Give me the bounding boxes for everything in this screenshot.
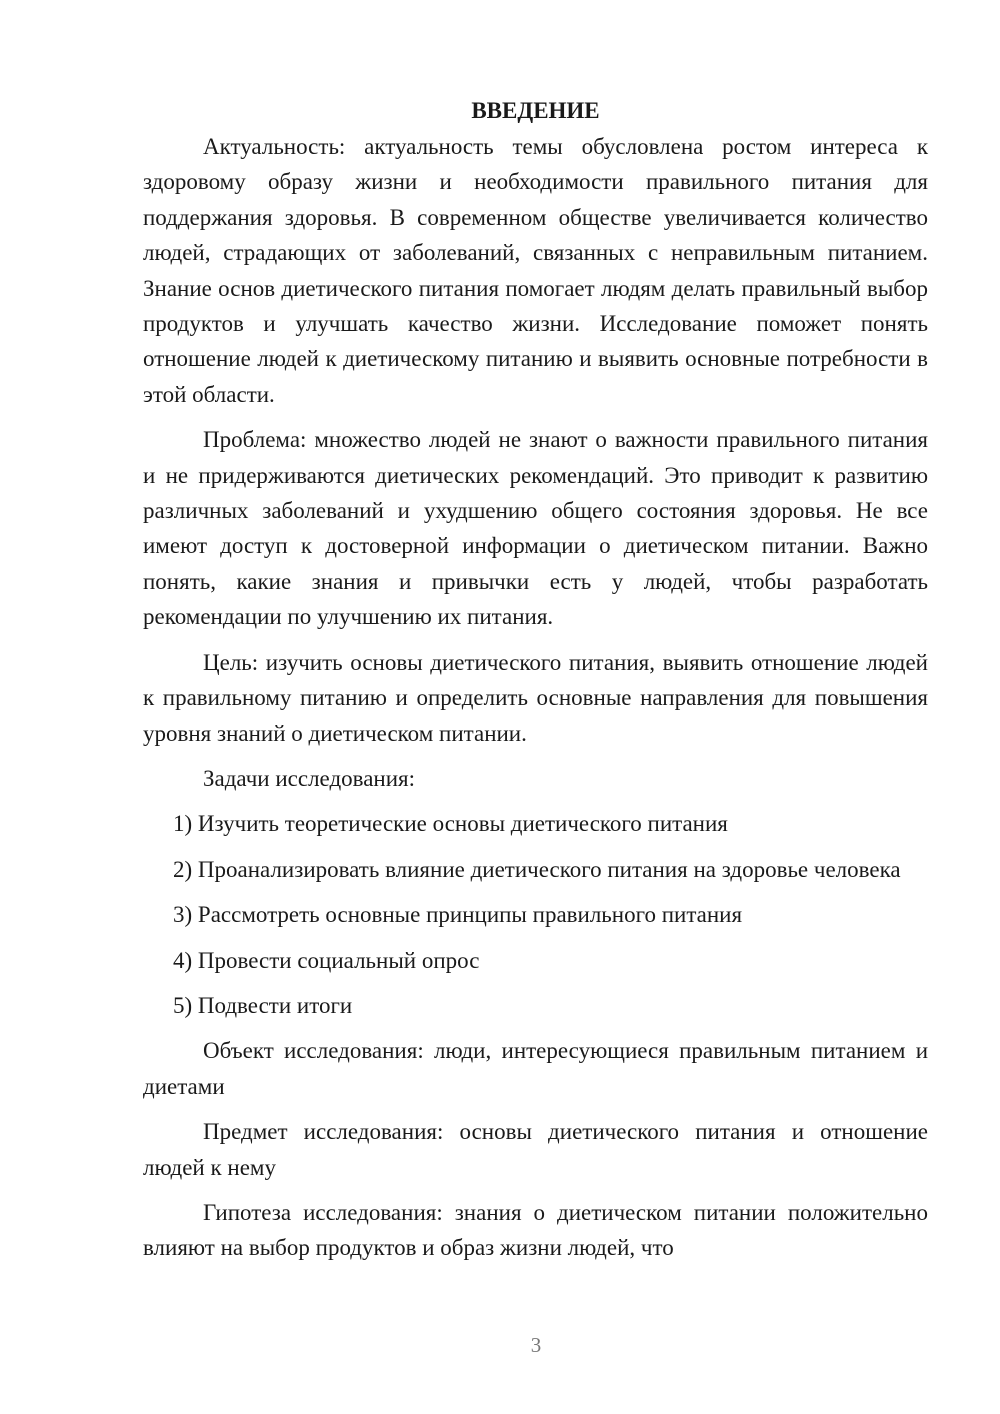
task-item: 1) Изучить теоретические основы диетического питания	[173, 811, 728, 837]
page-content	[143, 93, 928, 1276]
hypothesis-paragraph: Гипотеза исследования: знания о диетическом питании положительно влияют на выбор продуктов и образ жизни людей, что	[143, 1199, 928, 1261]
task-item: 3) Рассмотреть основные принципы правильного питания	[173, 902, 743, 928]
goal-paragraph: Цель: изучить основы диетического питания, выявить отношение людей к правильному питанию и определить основные направления для повышения уровня знаний о диетическом питании.	[143, 649, 928, 746]
subject-paragraph: Предмет исследования: основы диетического питания и отношение людей к нему	[143, 1119, 928, 1180]
task-item: 4) Провести социальный опрос	[173, 947, 480, 973]
page-number: 3	[530, 1333, 542, 1357]
relevance-paragraph: Актуальность: актуальность темы обусловлена ростом интереса к здоровому образу жизни и необходимости правильного питания для поддержания здоровья. В современном обществе увеличивается количество людей, страдающих от заболеваний, связанных с неправильным питанием. Знание основ диетического питания помогает людям делать правильный выбор продуктов и улучшать качество жизни. Исследование поможет понять отношение людей к диетическому питанию и выявить основные потребности в этой области.	[143, 134, 928, 407]
task-item: 5) Подвести итоги	[173, 992, 353, 1018]
problem-paragraph: Проблема: множество людей не знают о важности правильного питания и не придерживаются диетических рекомендаций. Это приводит к развитию различных заболеваний и ухудшению общего состояния здоровья. Не все имеют доступ к достоверной информации о диетическом питании. Важно понять, какие знания и привычки есть у людей, чтобы разработать рекомендации по улучшению их питания.	[143, 427, 928, 630]
page-title: ВВЕДЕНИЕ	[471, 98, 600, 123]
object-paragraph: Объект исследования: люди, интересующиеся правильным питанием и диетами	[143, 1038, 928, 1099]
task-item: 2) Проанализировать влияние диетического питания на здоровье человека	[173, 856, 901, 882]
tasks-heading: Задачи исследования:	[203, 765, 416, 791]
